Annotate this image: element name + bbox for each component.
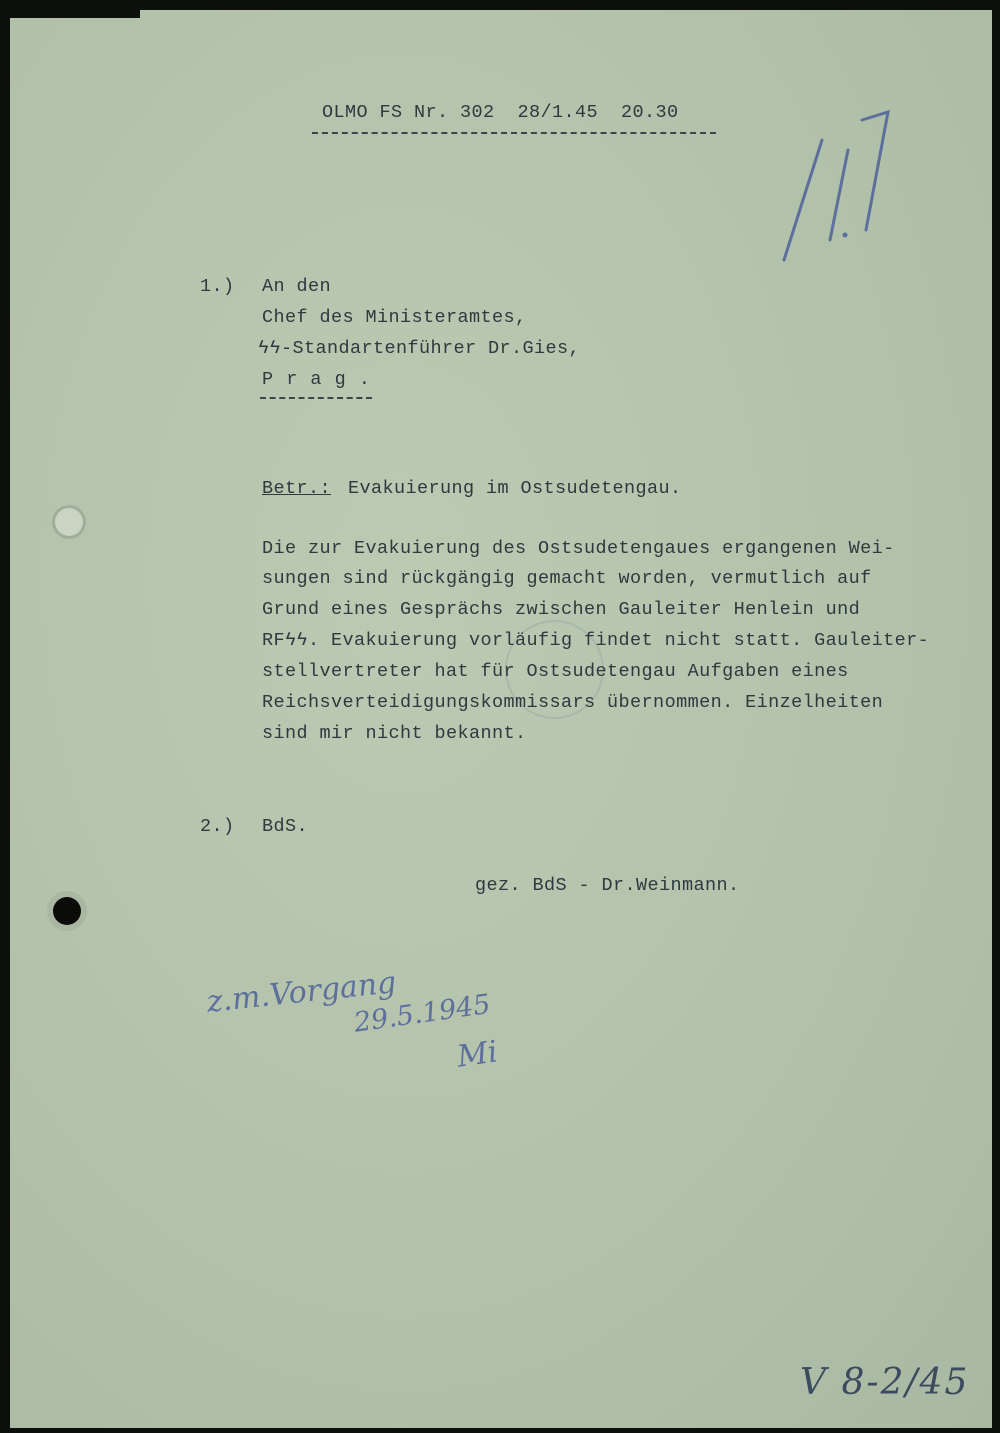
address-line-3: ϟϟ-Standartenführer Dr.Gies, — [258, 338, 581, 359]
punch-hole-bottom — [53, 897, 81, 925]
body-line-1: Die zur Evakuierung des Ostsudetengaues ergangenen Wei- — [262, 538, 895, 559]
teleprinter-header: OLMO FS Nr. 302 28/1.45 20.30 — [322, 102, 679, 123]
folio-number-handwriting — [770, 100, 900, 275]
handwritten-initials: Mi — [455, 1034, 500, 1075]
scan-edge — [10, 10, 140, 18]
address-line-2: Chef des Ministeramtes, — [262, 307, 527, 328]
body-line-5: stellvertreter hat für Ostsudetengau Aufgaben eines — [262, 661, 849, 682]
body-line-2: sungen sind rückgängig gemacht worden, vermutlich auf — [262, 568, 872, 589]
handwritten-reference: V 8-2/45 — [800, 1362, 970, 1403]
section-2-number: 2.) — [200, 816, 235, 837]
section-1-number: 1.) — [200, 276, 235, 297]
body-line-3: Grund eines Gesprächs zwischen Gauleiter Henlein und — [262, 599, 861, 620]
section-2-text: BdS. — [262, 816, 309, 837]
subject-label: Betr.: — [262, 478, 332, 499]
handwritten-note: z.m.Vorgang — [205, 965, 398, 1020]
body-line-6: Reichsverteidigungskommissars übernommen. Einzelheiten — [262, 692, 884, 713]
subject-text: Evakuierung im Ostsudetengau. — [348, 478, 682, 499]
handwritten-date: 29.5.1945 — [352, 988, 493, 1039]
address-line-1: An den — [262, 276, 332, 297]
punch-hole-top — [52, 505, 86, 539]
header-underline — [312, 132, 716, 134]
signature-line: gez. BdS - Dr.Weinmann. — [475, 875, 740, 896]
body-line-4: RFϟϟ. Evakuierung vorläufig findet nicht statt. Gauleiter- — [262, 630, 930, 651]
body-line-7: sind mir nicht bekannt. — [262, 723, 527, 744]
address-line-4: P r a g . — [262, 369, 371, 390]
address-underline — [260, 397, 372, 399]
